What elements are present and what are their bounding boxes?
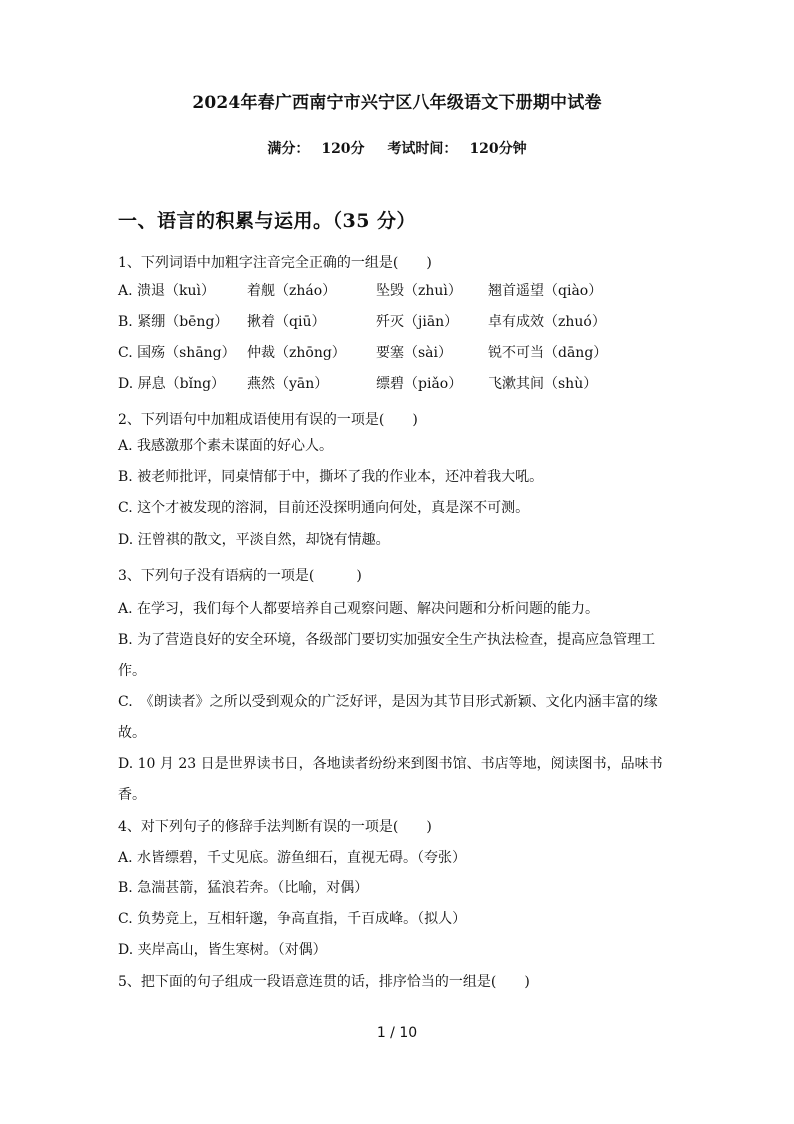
- q4-stem: 4、对下列句子的修辞手法判断有误的一项是( ): [118, 819, 432, 835]
- q1-c-1: C. 国殇（shāng）: [118, 345, 236, 361]
- q1-d-3: 缥碧（piǎo）: [376, 376, 463, 392]
- q1-a-1: A. 溃退（kuì）: [118, 283, 215, 299]
- time-value: 120分钟: [469, 141, 527, 157]
- q4-option-d: D. 夹岸高山，皆生寒树。（对偶）: [118, 942, 327, 958]
- q1-b-3: 歼灭（jiān）: [376, 314, 459, 330]
- q1-d-4: 飞漱其间（shù）: [488, 376, 598, 392]
- q1-row-d: [118, 374, 678, 394]
- q1-b-2: 揪着（qiū）: [247, 314, 326, 330]
- q5-stem: 5、把下面的句子组成一段语意连贯的话，排序恰当的一组是( ): [118, 974, 530, 990]
- q1-a-3: 坠毁（zhuì）: [376, 283, 462, 299]
- q2-stem: 2、下列语句中加粗成语使用有误的一项是( ): [118, 412, 418, 428]
- q1-row-a: [118, 281, 678, 301]
- q2-option-d: D. 汪曾祺的散文，平淡自然，却饶有情趣。: [118, 532, 390, 548]
- q1-d-1: D. 屏息（bǐng）: [118, 376, 226, 392]
- q4-option-a: A. 水皆缥碧，千丈见底。游鱼细石，直视无碍。（夸张）: [118, 850, 467, 866]
- q1-stem: 1、下列词语中加粗字注音完全正确的一组是( ): [118, 255, 432, 271]
- q3-stem: 3、下列句子没有语病的一项是( ): [118, 568, 362, 584]
- q1-row-b: [118, 312, 678, 332]
- q1-a-4: 翘首遥望（qiào）: [488, 283, 603, 299]
- section-heading: 一、语言的积累与运用。（35 分）: [118, 210, 417, 232]
- q3-option-d: D. 10 月 23 日是世界读书日，各地读者纷纷来到图书馆、书店等地，阅读图书，品味书香。: [118, 756, 663, 803]
- q3-option-a: A. 在学习，我们每个人都要培养自己观察问题、解决问题和分析问题的能力。: [118, 601, 600, 617]
- q4-option-c: C. 负势竞上，互相轩邈，争高直指，千百成峰。（拟人）: [118, 911, 467, 927]
- time-label: 考试时间：: [387, 141, 458, 157]
- page-title: 2024年春广西南宁市兴宁区八年级语文下册期中试卷: [192, 93, 602, 113]
- q1-d-2: 燕然（yān）: [247, 376, 329, 392]
- q1-row-c: [118, 343, 678, 363]
- q1-b-1: B. 紧绷（bēng）: [118, 314, 229, 330]
- full-score-label: 满分：: [267, 141, 310, 157]
- q3-option-c: C. 《朗读者》之所以受到观众的广泛好评，是因为其节目形式新颖、文化内涵丰富的缘故。: [118, 694, 658, 741]
- q1-b-4: 卓有成效（zhuó）: [488, 314, 606, 330]
- exam-meta: [0, 138, 794, 158]
- q2-option-c: C. 这个才被发现的溶洞，目前还没探明通向何处，真是深不可测。: [118, 500, 530, 516]
- q4-option-b: B. 急湍甚箭，猛浪若奔。（比喻，对偶）: [118, 880, 369, 896]
- q1-c-2: 仲裁（zhōng）: [247, 345, 346, 361]
- page-number: 1 / 10: [376, 1025, 418, 1041]
- full-score-value: 120分: [321, 141, 365, 157]
- q2-option-b: B. 被老师批评，同桌情郁于中，撕坏了我的作业本，还冲着我大吼。: [118, 469, 544, 485]
- q1-c-3: 要塞（sài）: [376, 345, 453, 361]
- q3-option-b: B. 为了营造良好的安全环境，各级部门要切实加强安全生产执法检查，提高应急管理工作。: [118, 632, 656, 679]
- q2-option-a: A. 我感激那个素未谋面的好心人。: [118, 438, 334, 454]
- q1-a-2: 着舰（zháo）: [247, 283, 337, 299]
- q1-c-4: 锐不可当（dāng）: [488, 345, 608, 361]
